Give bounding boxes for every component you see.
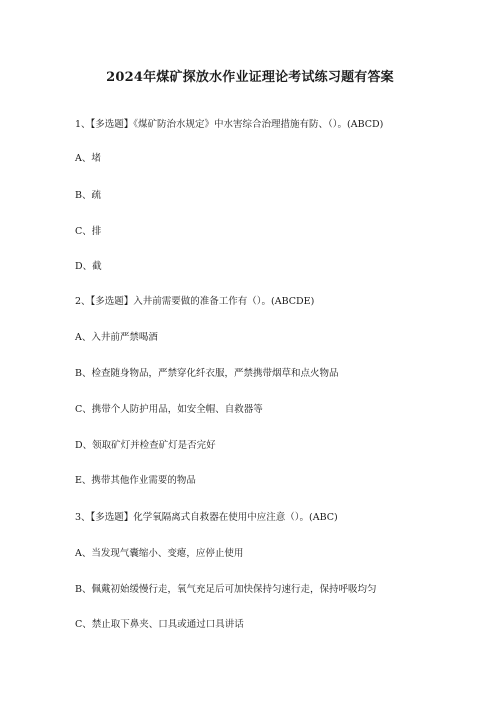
question-1-option-d: D、截	[75, 261, 102, 272]
question-3: 3、【多选题】化学氧隔离式自救器在使用中应注意（）。(ABC)	[75, 512, 338, 523]
question-3-option-c: C、禁止取下鼻夹、口具或通过口具讲话	[75, 619, 244, 630]
question-3-option-a: A、当发现气囊缩小、变瘪，应停止使用	[75, 548, 244, 559]
question-2-option-e: E、携带其他作业需要的物品	[75, 475, 196, 486]
question-2-option-a: A、入井前严禁喝酒	[75, 332, 158, 343]
question-2-option-d: D、领取矿灯并检查矿灯是否完好	[75, 440, 216, 451]
question-1-option-b: B、疏	[75, 190, 101, 201]
question-2-option-b: B、检查随身物品，严禁穿化纤衣服，严禁携带烟草和点火物品	[75, 368, 339, 379]
question-1-option-c: C、排	[75, 226, 102, 237]
document-title: 2024年煤矿探放水作业证理论考试练习题有答案	[106, 70, 394, 85]
question-2: 2、【多选题】入井前需要做的准备工作有（）。(ABCDE)	[75, 296, 315, 307]
question-2-option-c: C、携带个人防护用品，如安全帽、自救器等	[75, 404, 263, 415]
question-1: 1、【多选题】《煤矿防治水规定》中水害综合治理措施有防、（）。(ABCD)	[75, 119, 384, 130]
question-3-option-b: B、佩戴初始缓慢行走，氧气充足后可加快保持匀速行走，保持呼吸均匀	[75, 584, 377, 595]
question-1-option-a: A、堵	[75, 153, 101, 164]
